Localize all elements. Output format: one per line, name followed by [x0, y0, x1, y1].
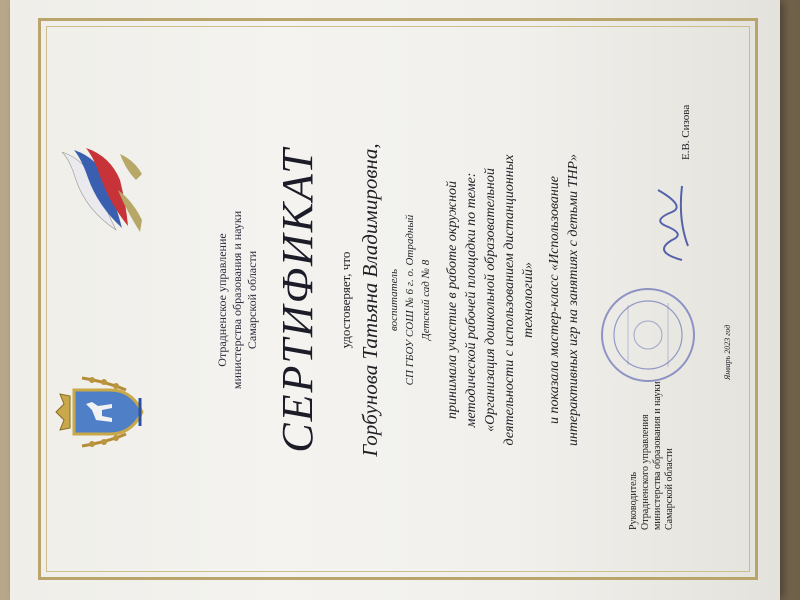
- body-line-2: методической рабочей площадки по теме:: [464, 172, 479, 428]
- school-line-2: Детский сад № 8: [420, 259, 432, 341]
- school-line-1: СП ГБОУ СОШ № 6 г. о. Отрадный: [404, 214, 416, 386]
- signature-icon: [642, 180, 702, 270]
- body-line-1: принимала участие в работе окружной: [445, 180, 460, 420]
- signer-name: Е.В. Сизова: [680, 104, 692, 160]
- tricolor-flag-emblem-icon: [56, 145, 146, 240]
- recipient-name: Горбунова Татьяна Владимировна,: [358, 143, 382, 457]
- certificate-content: [40, 30, 760, 570]
- signature-line-2: Отрадненского управления: [640, 414, 651, 530]
- org-line-1: Отрадненское управление: [215, 233, 229, 367]
- document-title: СЕРТИФИКАТ: [273, 147, 322, 453]
- body-line-7: интерактивных игр на занятиях с детьми ТНР»: [566, 154, 581, 446]
- recipient-position: воспитатель: [388, 269, 400, 331]
- signature-block: [628, 350, 676, 530]
- body-line-3: «Организация дошкольной образовательной: [483, 168, 498, 432]
- org-line-2: министерства образования и науки: [230, 210, 244, 390]
- body-line-5: технологий»: [521, 262, 536, 338]
- signature-line-3: министерства образования и науки: [652, 381, 663, 530]
- signature-line-4: Самарской области: [664, 448, 675, 530]
- body-line-6: и показала мастер-класс «Использование: [547, 176, 562, 424]
- certifies-text: удостоверяет, что: [338, 251, 353, 349]
- signature-line-1: Руководитель: [628, 471, 639, 530]
- body-line-4: деятельности с использованием дистанционных: [502, 154, 517, 446]
- issue-date: Январь 2023 год: [723, 324, 732, 380]
- org-line-3: Самарской области: [245, 250, 259, 350]
- issuing-organization: [215, 210, 260, 390]
- samara-coat-of-arms-icon: [52, 372, 147, 452]
